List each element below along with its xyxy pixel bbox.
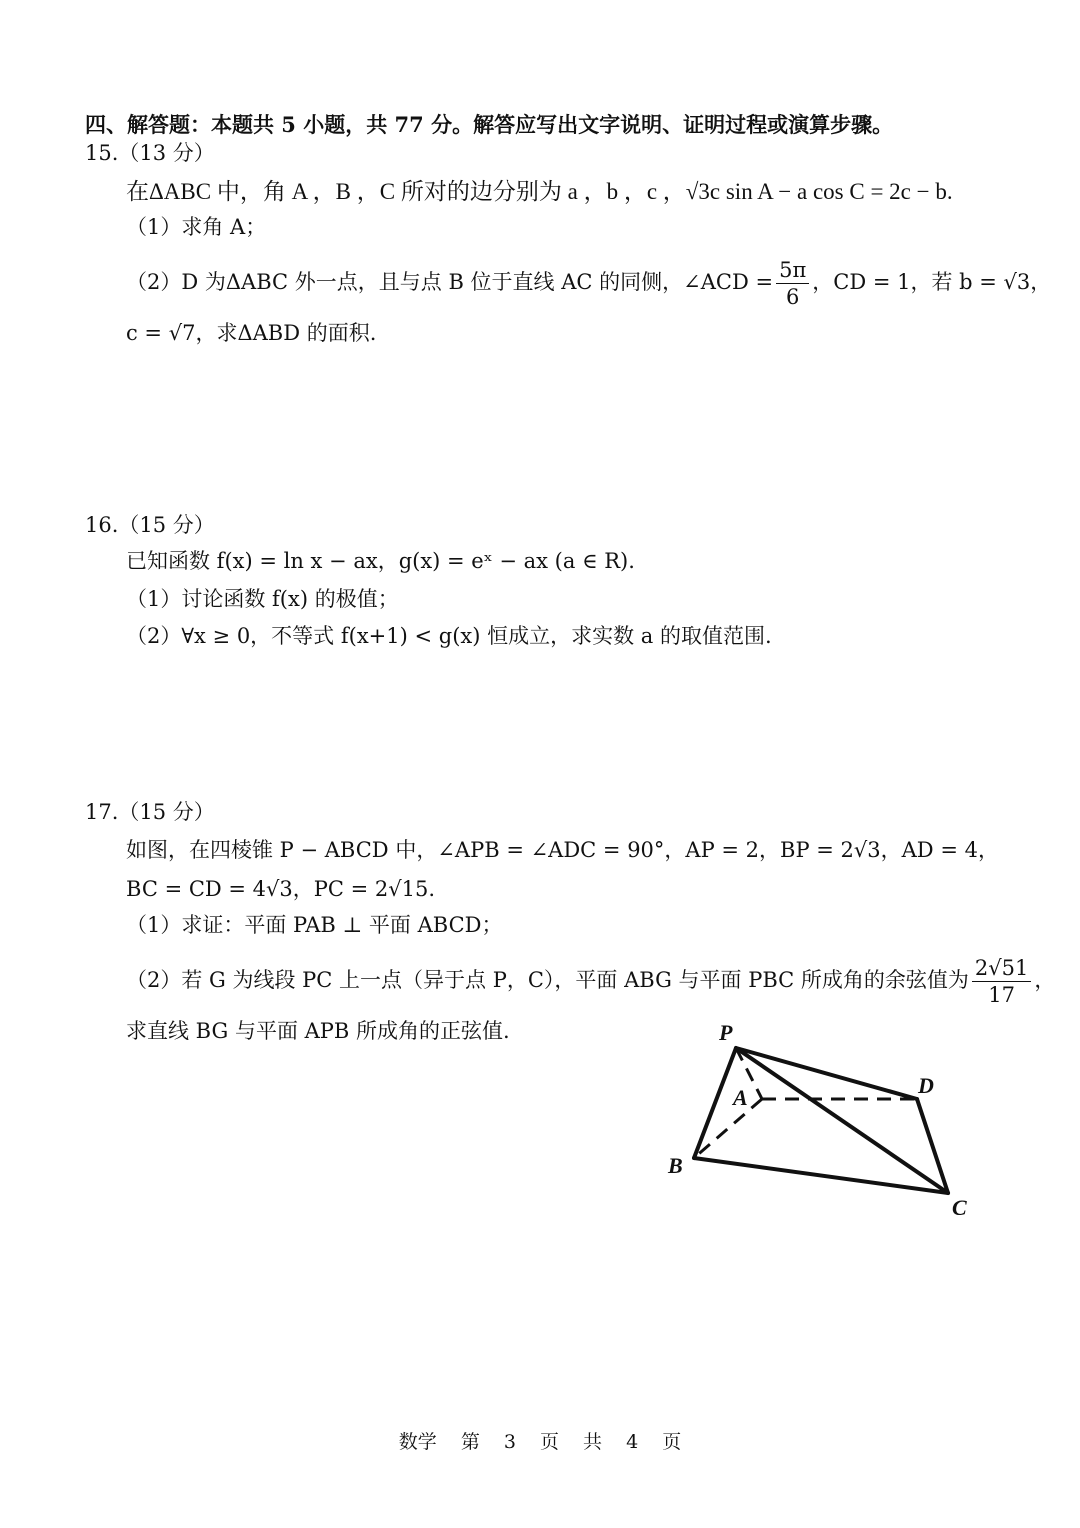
problem-17-fraction-numerator: 2√51 — [972, 955, 1031, 982]
edge-PB — [694, 1048, 736, 1158]
problem-15-part2-text-a: （2）D 为ΔABC 外一点，且与点 B 位于直线 AC 的同侧，∠ACD = — [126, 270, 774, 294]
problem-16-number: 16.（15 分） — [85, 513, 215, 537]
vertex-label-D: D — [918, 1073, 934, 1098]
vertex-label-P: P — [719, 1020, 733, 1045]
problem-17-stem-line2: BC = CD = 4√3，PC = 2√15. — [126, 877, 436, 901]
edge-PD — [736, 1048, 917, 1099]
problem-17-fraction-denominator: 17 — [988, 983, 1015, 1007]
problem-17-part2-text-b: ， — [1034, 968, 1056, 992]
problem-15-number: 15.（13 分） — [85, 141, 215, 165]
problem-17-part2-text-a: （2）若 G 为线段 PC 上一点（异于点 P，C），平面 ABG 与平面 PBC 所成角的余弦值为 — [126, 968, 969, 992]
section-header: 四、解答题：本题共 5 小题，共 77 分。解答应写出文字说明、证明过程或演算步骤。 — [85, 112, 894, 137]
vertex-label-C: C — [952, 1195, 967, 1220]
problem-15-part2-text-b: ，CD = 1，若 b = √3， — [812, 270, 1052, 294]
edge-PC — [736, 1048, 948, 1193]
problem-17-number: 17.（15 分） — [85, 800, 215, 824]
problem-15-fraction-numerator: 5π — [776, 257, 809, 284]
problem-15-stem: 在ΔABC 中，角 A ，B ，C 所对的边分别为 a ，b ，c ，√3c sin A − a cos C = 2c − b. — [126, 179, 953, 204]
vertex-label-A: A — [733, 1085, 748, 1110]
problem-17-part1: （1）求证：平面 PAB ⊥ 平面 ABCD； — [126, 913, 503, 937]
problem-16-part2: （2）∀x ≥ 0，不等式 f(x+1) < g(x) 恒成立，求实数 a 的取值范围. — [126, 624, 772, 648]
problem-16-part1: （1）讨论函数 f(x) 的极值； — [126, 587, 399, 611]
vertex-label-B: B — [668, 1153, 683, 1178]
page-footer: 数学 第 3 页 共 4 页 — [398, 1431, 682, 1453]
problem-15-part1: （1）求角 A； — [126, 215, 267, 239]
problem-15-part2-cont: c = √7，求ΔABD 的面积. — [126, 321, 377, 345]
problem-15-fraction-denominator: 6 — [785, 285, 800, 309]
problem-16-stem: 已知函数 f(x) = ln x − ax，g(x) = eˣ − ax (a ∈ R). — [126, 549, 635, 573]
problem-17-stem-line1: 如图，在四棱锥 P − ABCD 中，∠APB = ∠ADC = 90°，AP = 2，BP = 2√3，AD = 4， — [126, 838, 999, 862]
edge-CD — [917, 1099, 948, 1193]
problem-17-part2-cont: 求直线 BG 与平面 APB 所成角的正弦值. — [126, 1019, 510, 1043]
edge-BC — [694, 1158, 948, 1193]
